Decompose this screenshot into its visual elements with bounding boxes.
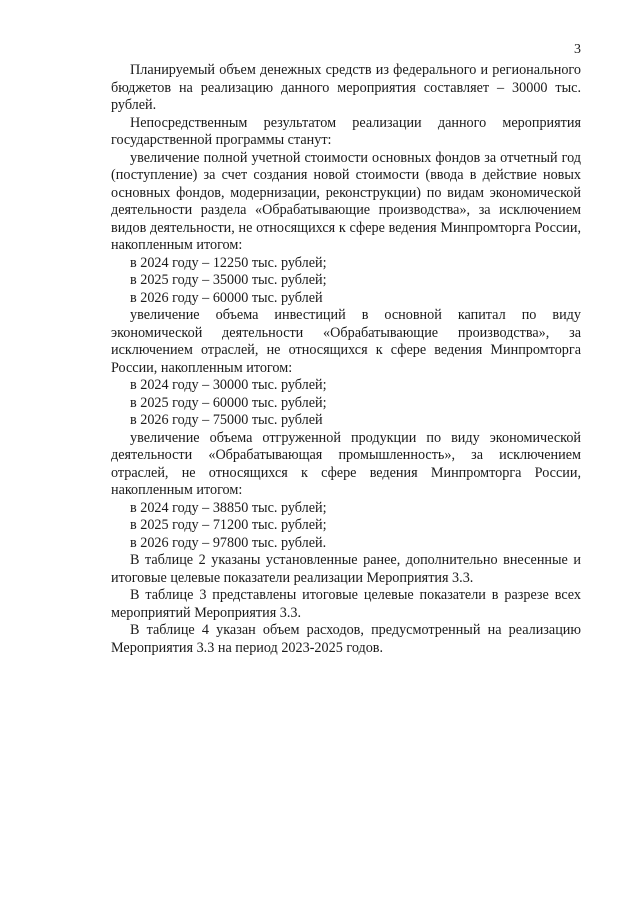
paragraph-fixed-assets: увеличение полной учетной стоимости основных фондов за отчетный год (поступление) за счет создания новой стоимости (ввода в действие новых основных фондов, модернизации, реконструкции) по видам экономической деятельности раздела «Обрабатывающие производства», за исключением видов деятельности, не относящихся к сфере ведения Минпромторга России, накопленным итогом:	[111, 149, 581, 253]
document-body	[111, 62, 581, 657]
list-item-shipped-2026: в 2026 году – 97800 тыс. рублей.	[130, 534, 327, 551]
paragraph-table-3: В таблице 3 представлены итоговые целевые показатели в разрезе всех мероприятий Мероприятия 3.3.	[111, 587, 581, 621]
paragraph-results-intro: Непосредственным результатом реализации данного мероприятия государственной программы станут:	[111, 114, 581, 148]
page-number: 3	[574, 42, 581, 57]
list-item-fixed-assets-2024: в 2024 году – 12250 тыс. рублей;	[130, 254, 327, 271]
paragraph-table-4: В таблице 4 указан объем расходов, предусмотренный на реализацию Мероприятия 3.3 на период 2023-2025 годов.	[111, 622, 581, 656]
paragraph-shipped-products: увеличение объема отгруженной продукции по виду экономической деятельности «Обрабатывающая промышленность», за исключением отраслей, не относящихся к сфере ведения Минпромторга России, накопленным итогом:	[111, 429, 581, 498]
list-item-investments-2025: в 2025 году – 60000 тыс. рублей;	[130, 394, 327, 411]
list-item-fixed-assets-2025: в 2025 году – 35000 тыс. рублей;	[130, 272, 327, 288]
paragraph-funding: Планируемый объем денежных средств из федерального и регионального бюджетов на реализацию данного мероприятия составляет – 30000 тыс. рублей.	[111, 62, 581, 113]
list-item-shipped-2025: в 2025 году – 71200 тыс. рублей;	[130, 517, 327, 533]
list-item-investments-2026: в 2026 году – 75000 тыс. рублей	[130, 412, 323, 428]
list-item-shipped-2024: в 2024 году – 38850 тыс. рублей;	[130, 499, 327, 516]
paragraph-table-2: В таблице 2 указаны установленные ранее, дополнительно внесенные и итоговые целевые показатели реализации Мероприятия 3.3.	[111, 552, 581, 586]
list-item-investments-2024: в 2024 году – 30000 тыс. рублей;	[130, 377, 327, 393]
list-item-fixed-assets-2026: в 2026 году – 60000 тыс. рублей	[130, 289, 323, 306]
paragraph-investments: увеличение объема инвестиций в основной капитал по виду экономической деятельности «Обрабатывающие производства», за исключением отраслей, не относящихся к сфере ведения Минпромторга России, накопленным итогом:	[111, 307, 581, 376]
